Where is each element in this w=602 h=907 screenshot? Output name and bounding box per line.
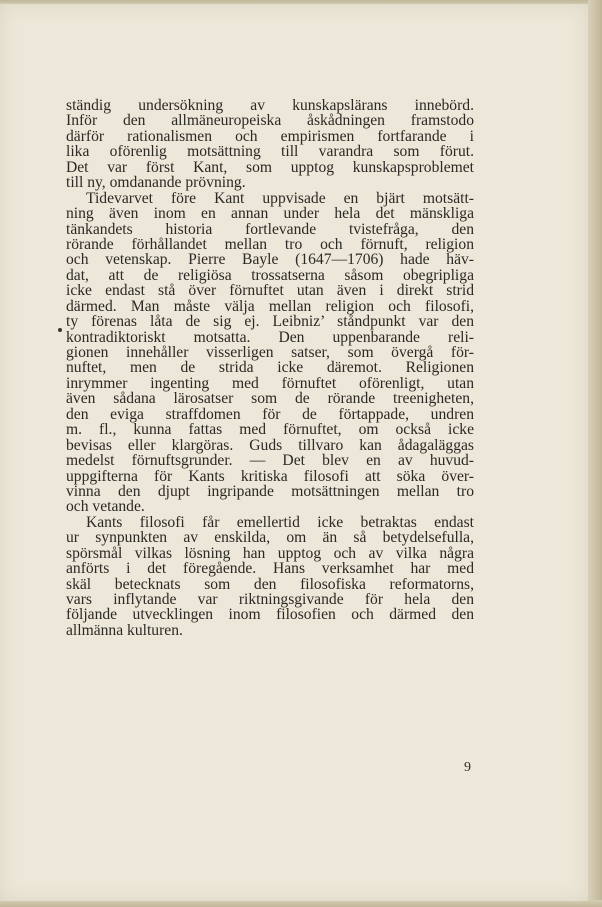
body-text xyxy=(66,98,474,638)
text-line: gionen innehåller visserligen satser, som övergå för- xyxy=(66,344,474,361)
text-line: och vetenskap. Pierre Bayle (1647—1706) hade häv- xyxy=(66,251,474,269)
text-line: bevisas eller klargöras. Guds tillvaro kan ådagaläggas xyxy=(66,436,474,454)
text-line: vinna den djupt ingripande motsättningen mellan tro xyxy=(66,482,474,500)
page-bottom-edge xyxy=(0,900,602,907)
text-line: uppgifterna för Kants kritiska filosofi att söka över- xyxy=(66,467,474,485)
text-line: medelst förnuftsgrunder. — Det blev en av huvud- xyxy=(66,452,474,470)
text-line: Kants filosofi får emellertid icke betraktas endast xyxy=(86,513,474,531)
text-line: Inför den allmäneuropeiska åskådningen framstodo xyxy=(66,112,474,130)
text-line: tänkandets historia fortlevande tvistefråga, den xyxy=(66,220,474,238)
text-line: rörande förhållandet mellan tro och förnuft, religion xyxy=(66,235,474,253)
text-line: dat, att de religiösa trossatserna såsom obegripliga xyxy=(66,266,474,284)
text-line: ning även inom en annan under hela det mänskliga xyxy=(66,205,474,223)
text-line: och vetande. xyxy=(66,498,145,516)
page-right-edge xyxy=(588,0,602,907)
paragraph-1 xyxy=(66,98,474,191)
text-line: kontradiktoriskt motsatta. Den uppenbarande reli- xyxy=(66,328,474,346)
text-line: icke endast stå över förnuftet utan även i direkt strid xyxy=(66,282,474,300)
text-line: ur synpunkten av enskilda, om än så betydelsefulla, xyxy=(66,529,474,547)
paragraph-2 xyxy=(66,191,474,515)
text-line: till ny, omdanande prövning. xyxy=(66,174,246,192)
text-line: den eviga straffdomen för de förtappade, undren xyxy=(66,405,474,423)
text-line: allmänna kulturen. xyxy=(66,621,183,639)
text-line: även sådana lärosatser som de rörande treenigheten, xyxy=(66,390,474,408)
text-line: följande utvecklingen inom filosofien och därmed den xyxy=(66,606,474,624)
text-line: spörsmål vilkas lösning han upptog och av vilka några xyxy=(66,544,474,562)
text-line: ständig undersökning av kunskapslärans innebörd. xyxy=(66,97,474,114)
page-number: 9 xyxy=(464,760,471,775)
text-line: anförts i det föregående. Hans verksamhet har med xyxy=(66,560,474,578)
text-line: nuftet, men de strida icke däremot. Religionen xyxy=(66,359,474,377)
text-line: inrymmer ingenting med förnuftet oförenligt, utan xyxy=(66,374,474,392)
text-line: vars inflytande var riktningsgivande för hela den xyxy=(66,591,474,608)
text-line: m. fl., kunna fattas med förnuftet, om också icke xyxy=(66,421,474,439)
text-line: därför rationalismen och empirismen fortfarande i xyxy=(66,127,474,145)
text-line: ty förenas låta de sig ej. Leibniz’ ståndpunkt var den xyxy=(66,313,474,331)
text-line: Det var först Kant, som upptog kunskapsproblemet xyxy=(66,158,474,176)
text-line: Tidevarvet före Kant uppvisade en bjärt motsätt- xyxy=(86,189,474,207)
text-line: lika oförenlig motsättning till varandra som förut. xyxy=(66,143,474,161)
text-line: skäl betecknats som den filosofiska reformatorns, xyxy=(66,575,474,593)
paragraph-3 xyxy=(66,515,474,639)
ink-speck xyxy=(58,328,62,332)
text-line: därmed. Man måste välja mellan religion och filosofi, xyxy=(66,297,474,315)
